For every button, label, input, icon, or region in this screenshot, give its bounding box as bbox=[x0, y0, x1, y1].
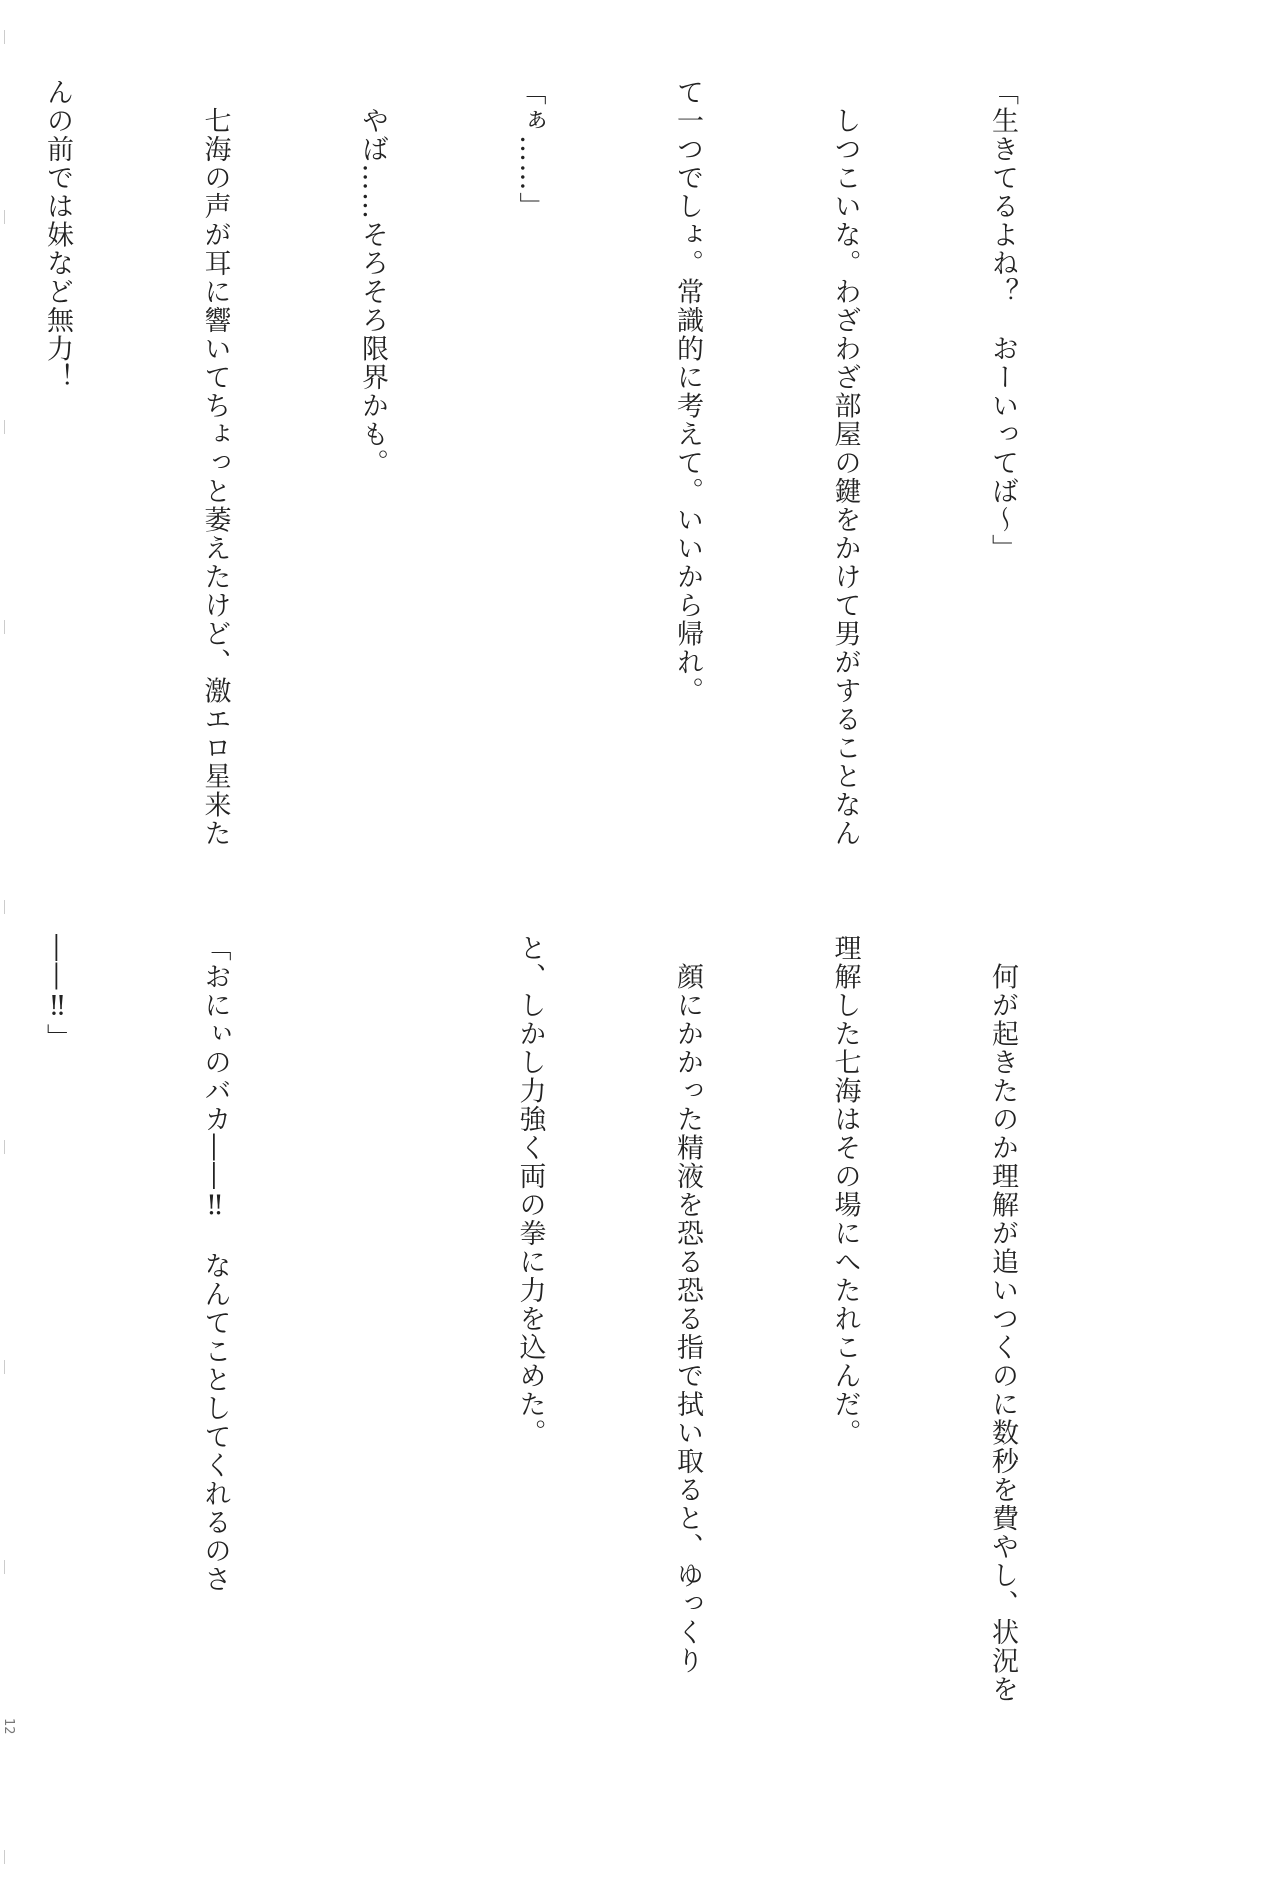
text-line: 「生きてるよね？ おーいってば〜」 bbox=[987, 78, 1018, 563]
page-number: 12 bbox=[1, 1718, 16, 1735]
text-line: 何が起きたのか理解が追いつくのに数秒を費やし、状況を bbox=[987, 934, 1018, 1704]
edge-mark bbox=[4, 30, 5, 44]
text-line: んの前では妹など無力！ bbox=[42, 78, 73, 392]
text-line: ――‼」 bbox=[42, 934, 73, 1052]
text-line: 理解した七海はその場にへたれこんだ。 bbox=[829, 934, 861, 1447]
text-line: やば……そろそろ限界かも。 bbox=[357, 78, 388, 477]
text-line: しつこいな。わざわざ部屋の鍵をかけて男がすることなん bbox=[829, 78, 861, 848]
text-line: 「おにぃのバカ――‼ なんてことしてくれるのさ bbox=[199, 934, 231, 1594]
lower-text-block bbox=[42, 934, 1133, 1764]
text-line: と、しかし力強く両の拳に力を込めた。 bbox=[514, 934, 546, 1447]
upper-text-block bbox=[42, 78, 1133, 908]
blank-line bbox=[346, 934, 399, 1764]
text-line: て一つでしょ。常識的に考えて。いいから帰れ。 bbox=[672, 78, 703, 705]
text-line: 七海の声が耳に響いてちょっと萎えたけど、激エロ星来た bbox=[199, 78, 231, 848]
text-line: 顔にかかった精液を恐る恐る指で拭い取ると、ゆっくり bbox=[672, 934, 703, 1675]
text-line: 「ぁ……」 bbox=[514, 78, 546, 221]
edge-mark bbox=[4, 1850, 5, 1864]
